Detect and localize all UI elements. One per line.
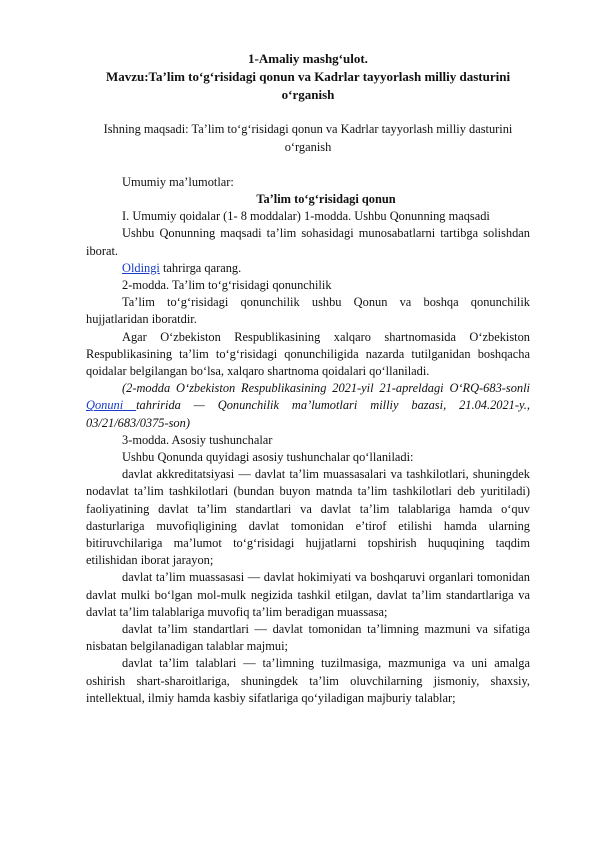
paragraph-standards: davlat ta’lim standartlari — davlat tomonidan ta’limning mazmuni va sifatiga nisbatan belgilanadigan talablar majmui; bbox=[86, 622, 530, 654]
topic-title: Mavzu:Ta’lim to‘g‘risidagi qonun va Kadrlar tayyorlash milliy dasturini bbox=[105, 69, 511, 84]
paragraph-general-rules: I. Umumiy qoidalar (1- 8 moddalar) 1-modda. Ushbu Qonunning maqsadi bbox=[122, 209, 490, 224]
paragraph-accreditation: davlat akkreditatsiyasi — davlat ta’lim muassasalari va tashkilotlari, shuningdek nodavlat ta’lim tashkilotlari (bundan buyon matnda ta’lim tashkilotlari deb yuritiladi) faoliyatining davlat ta’lim standartlari va davlat ta’lim talablariga hamda o‘quv dasturlariga muvofiqligining davlat tomonidan e’tirof etilishi hamda ularning bitiruvchilariga ma’lumot to‘g‘risidagi hujjatlarni topshirish huquqining taqdim etilishidan iborat jarayon; bbox=[86, 467, 530, 568]
purpose-line: Ishning maqsadi: Ta’lim to‘g‘risidagi qonun va Kadrlar tayyorlash milliy dasturini bbox=[103, 122, 513, 136]
amendment-note-start: (2-modda O‘zbekiston Respublikasining 2021-yil 21-apreldagi O‘RQ-683-sonli bbox=[122, 381, 530, 396]
paragraph-purpose: Ushbu Qonunning maqsadi ta’lim sohasidagi munosabatlarni tartibga solishdan iborat. bbox=[86, 226, 530, 258]
paragraph-legislation: Ta’lim to‘g‘risidagi qonunchilik ushbu Qonun va boshqa qonunchilik hujjatlaridan iboratdir. bbox=[86, 295, 530, 327]
purpose-line-continued: o‘rganish bbox=[284, 140, 332, 154]
paragraph-requirements: davlat ta’lim talablari — ta’limning tuzilmasiga, mazmuniga va uni amalga oshirish shart-sharoitlariga, shuningdek ta’lim oluvchilarning jismoniy, shaxsiy, intellektual, ilmiy hamda kasbiy sifatlariga qo‘yiladigan majburiy talablar; bbox=[86, 656, 530, 705]
paragraph-amendment-note bbox=[86, 380, 530, 432]
document-page bbox=[86, 50, 530, 707]
amendment-note-end: tahririda — Qonunchilik ma’lumotlari milliy bazasi, 21.04.2021-y., 03/21/683/0375-son) bbox=[86, 398, 530, 430]
paragraph-international-treaty: Agar O‘zbekiston Respublikasining xalqaro shartnomasida O‘zbekiston Respublikasining ta’lim to‘g‘risidagi qonunchiligida nazarda tutilganidan boshqacha qoidalar belgilangan bo‘lsa, xalqaro shartnoma qoidalari qo‘llaniladi. bbox=[86, 329, 530, 379]
paragraph-state-institution: davlat ta’lim muassasasi — davlat hokimiyati va boshqaruvi organlari tomonidan davlat mulki bo‘lgan mol-mulk negizida tashkil etilgan, davlat ta’lim standartlariga va davlat ta’lim talablariga muvofiq ta’lim beradigan muassasa; bbox=[86, 570, 530, 619]
previous-edition-text: tahrirga qarang. bbox=[159, 260, 242, 275]
paragraph-previous-edition bbox=[86, 260, 530, 277]
paragraph-terms-intro: Ushbu Qonunda quyidagi asosiy tushunchalar qo‘llaniladi: bbox=[122, 450, 414, 465]
law-link[interactable]: Qonuni bbox=[86, 398, 137, 413]
paragraph-article-3: 3-modda. Asosiy tushunchalar bbox=[122, 432, 273, 447]
law-heading: Ta’lim to‘g‘risidagi qonun bbox=[256, 192, 396, 206]
topic-title-continued: o‘rganish bbox=[281, 87, 335, 102]
general-info-label: Umumiy ma’lumotlar: bbox=[122, 175, 234, 189]
previous-edition-link[interactable]: Oldingi bbox=[122, 260, 160, 275]
paragraph-article-2: 2-modda. Ta’lim to‘g‘risidagi qonunchilik bbox=[122, 278, 332, 293]
exercise-title: 1-Amaliy mashg‘ulot. bbox=[248, 51, 368, 66]
